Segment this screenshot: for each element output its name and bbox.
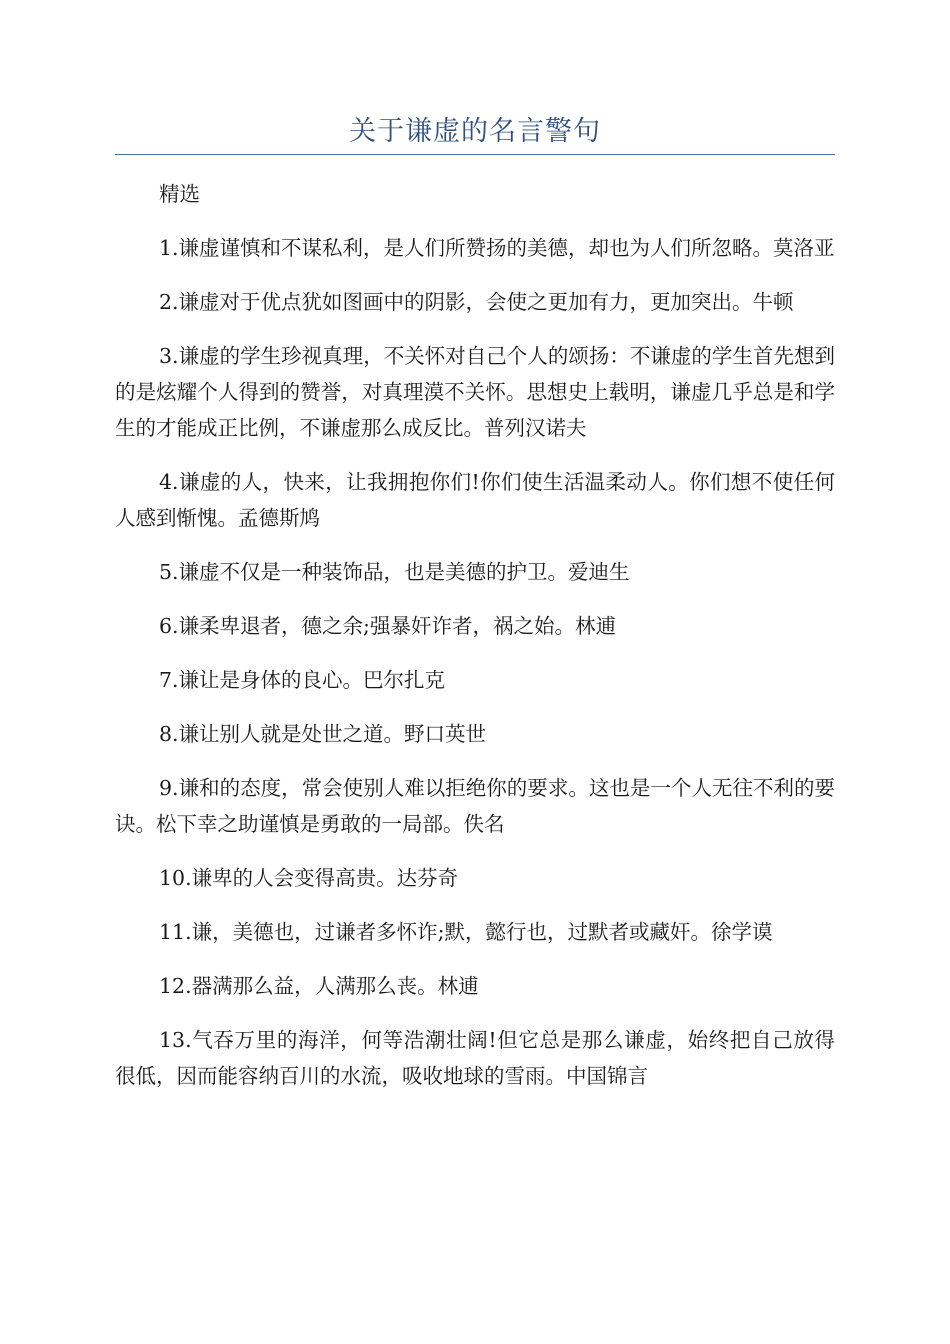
quote-paragraph: 2.谦虚对于优点犹如图画中的阴影，会使之更加有力，更加突出。牛顿 xyxy=(159,290,794,314)
quote-paragraph: 10.谦卑的人会变得高贵。达芬奇 xyxy=(159,866,459,890)
quote-paragraph: 6.谦柔卑退者，德之余;强暴奸诈者，祸之始。林逋 xyxy=(159,614,616,638)
quote-paragraph: 1.谦虚谨慎和不谋私利，是人们所赞扬的美德，却也为人们所忽略。莫洛亚 xyxy=(159,236,835,260)
quote-paragraph: 8.谦让别人就是处世之道。野口英世 xyxy=(159,722,487,746)
quote-paragraph: 7.谦让是身体的良心。巴尔扎克 xyxy=(159,668,446,692)
quote-paragraph: 12.器满那么益，人满那么丧。林逋 xyxy=(159,974,479,998)
section-label: 精选 xyxy=(159,182,200,206)
quote-paragraph: 9.谦和的态度，常会使别人难以拒绝你的要求。这也是一个人无往不利的要诀。松下幸之助谨慎是勇敢的一局部。佚名 xyxy=(115,776,835,836)
title-underline xyxy=(115,154,835,155)
quote-paragraph: 11.谦，美德也，过谦者多怀诈;默，懿行也，过默者或藏奸。徐学谟 xyxy=(159,920,773,944)
quote-paragraph: 13.气吞万里的海洋，何等浩潮壮阔!但它总是那么谦虚，始终把自己放得很低，因而能容纳百川的水流，吸收地球的雪雨。中国锦言 xyxy=(115,1028,835,1088)
quote-paragraph: 5.谦虚不仅是一种装饰品，也是美德的护卫。爱迪生 xyxy=(159,560,630,584)
page-title: 关于谦虚的名言警句 xyxy=(349,116,601,147)
quote-paragraph: 4.谦虚的人，快来，让我拥抱你们!你们使生活温柔动人。你们想不使任何人感到惭愧。孟德斯鸠 xyxy=(115,470,835,530)
quote-paragraph: 3.谦虚的学生珍视真理，不关怀对自己个人的颂扬：不谦虚的学生首先想到的是炫耀个人得到的赞誉，对真理漠不关怀。思想史上载明，谦虚几乎总是和学生的才能成正比例，不谦虚那么成反比。普列汉诺夫 xyxy=(115,344,835,440)
document-body xyxy=(115,176,835,1112)
